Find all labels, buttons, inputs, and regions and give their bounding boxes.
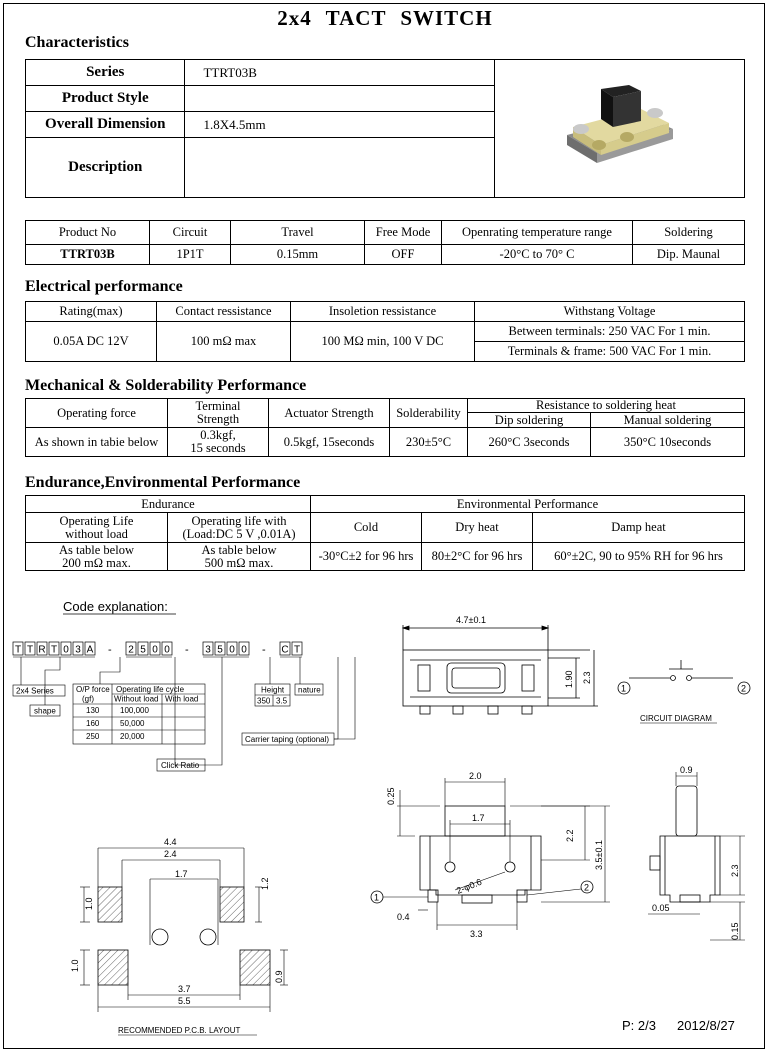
code-char: 0 — [63, 644, 69, 656]
product-header: Openrating temperature range — [442, 221, 633, 245]
code-char: 0 — [229, 644, 235, 656]
electrical-header: Rating(max) — [26, 302, 157, 322]
series-label: 2x4 Series — [16, 686, 54, 696]
with-load-header: With load — [165, 694, 199, 704]
code-char: R — [38, 644, 46, 656]
side-dim-005: 0.05 — [652, 903, 670, 913]
solderability-header: Solderability — [390, 399, 468, 428]
height-value-a: 350 — [257, 696, 271, 706]
dip-header: Dip soldering — [468, 413, 591, 428]
force-value: As shown in tabie below — [26, 428, 168, 457]
force-row: 50,000 — [120, 719, 145, 728]
front-dim-20: 2.0 — [469, 771, 482, 781]
front-dim-33: 3.3 — [470, 929, 483, 939]
code-char: 0 — [152, 644, 158, 656]
product-cell: TTRT03B — [26, 245, 150, 265]
code-chars — [13, 642, 302, 657]
life-cycle-header: Operating life cycle — [116, 685, 185, 694]
characteristics-heading: Characteristics — [25, 34, 129, 51]
endurance-heading: Endurance,Environmental Performance — [25, 474, 301, 491]
electrical-heading: Electrical performance — [25, 278, 183, 295]
dim-top-h1: 1.90 — [564, 670, 574, 688]
pcb-dim-44: 4.4 — [164, 837, 177, 847]
code-char: T — [14, 644, 22, 656]
page-number: P: 2/3 — [622, 1018, 656, 1033]
front-terminal-2: 2 — [584, 882, 590, 893]
dim-top-h2: 2.3 — [582, 671, 592, 684]
withstand-value-1: Between terminals: 250 VAC For 1 min. — [475, 322, 745, 342]
code-char: T — [293, 644, 301, 656]
damp-header: Damp heat — [533, 513, 745, 543]
code-char: 0 — [164, 644, 170, 656]
electrical-header: Contact ressistance — [157, 302, 291, 322]
pcb-label: RECOMMENDED P.C.B. LAYOUT — [118, 1026, 241, 1035]
page-title: 2x4 TACT SWITCH — [277, 6, 493, 30]
resistance-header: Resistance to soldering heat — [468, 399, 745, 413]
dip-value: 260°C 3seconds — [468, 428, 591, 457]
product-header: Soldering — [633, 221, 745, 245]
pcb-dim-10a: 1.0 — [84, 897, 94, 910]
force-row: 130 — [86, 706, 100, 715]
series-value: TTRT03B — [185, 60, 495, 86]
product-cell: 0.15mm — [231, 245, 365, 265]
force-row: 100,000 — [120, 706, 149, 715]
terminal-header: Terminal Strength — [168, 399, 269, 428]
product-header: Free Mode — [365, 221, 442, 245]
electrical-header: Insoletion ressistance — [291, 302, 475, 322]
without-load-header: Without load — [114, 694, 159, 704]
product-cell: 1P1T — [150, 245, 231, 265]
code-char: T — [50, 644, 58, 656]
pcb-dim-37: 3.7 — [178, 984, 191, 994]
description-label: Description — [26, 138, 185, 198]
product-header: Product No — [26, 221, 150, 245]
carrier-label: Carrier taping (optional) — [245, 735, 330, 744]
code-char: 3 — [205, 644, 211, 656]
force-header: Operating force — [26, 399, 168, 428]
front-dim-17: 1.7 — [472, 813, 485, 823]
side-dim-09: 0.9 — [680, 765, 693, 775]
cold-header: Cold — [311, 513, 422, 543]
product-cell: -20°C to 70° C — [442, 245, 633, 265]
circuit-terminal-2: 2 — [741, 683, 747, 694]
life-without-value: As table below 200 mΩ max. — [26, 543, 168, 571]
code-dash: - — [108, 644, 112, 656]
actuator-header: Actuator Strength — [269, 399, 390, 428]
pcb-dim-10b: 1.0 — [70, 959, 80, 972]
life-without-header: Operating Life without load — [26, 513, 168, 543]
circuit-terminal-1: 1 — [621, 683, 627, 694]
life-with-value: As table below 500 mΩ max. — [168, 543, 311, 571]
series-label: Series — [26, 60, 185, 86]
height-value-b: 3.5 — [276, 696, 288, 706]
solderability-value: 230±5°C — [390, 428, 468, 457]
product-cell: OFF — [365, 245, 442, 265]
product-header: Travel — [231, 221, 365, 245]
force-row: 20,000 — [120, 732, 145, 741]
side-dim-015: 0.15 — [730, 922, 740, 940]
rating-value: 0.05A DC 12V — [26, 322, 157, 362]
op-force-header: O/P force — [76, 685, 110, 694]
page-date: 2012/8/27 — [677, 1018, 735, 1033]
actuator-value: 0.5kgf, 15seconds — [269, 428, 390, 457]
manual-value: 350°C 10seconds — [591, 428, 745, 457]
manual-header: Manual soldering — [591, 413, 745, 428]
code-char: 0 — [241, 644, 247, 656]
shape-label: shape — [34, 706, 56, 716]
code-char: 5 — [140, 644, 146, 656]
environmental-header: Environmental Performance — [311, 496, 745, 513]
code-char: 5 — [217, 644, 223, 656]
dry-header: Dry heat — [422, 513, 533, 543]
product-cell: Dip. Maunal — [633, 245, 745, 265]
product-style-label: Product Style — [26, 86, 185, 112]
product-header: Circuit — [150, 221, 231, 245]
code-char: A — [86, 644, 94, 656]
nature-label: nature — [298, 685, 321, 695]
damp-value: 60°±2C, 90 to 95% RH for 96 hrs — [533, 543, 745, 571]
force-row: 160 — [86, 719, 100, 728]
front-dim-2phi: 2-φ0.6 — [455, 876, 484, 896]
cold-value: -30°C±2 for 96 hrs — [311, 543, 422, 571]
code-char: 2 — [128, 644, 134, 656]
circuit-label: CIRCUIT DIAGRAM — [640, 714, 712, 723]
pcb-dim-09: 0.9 — [274, 970, 284, 983]
side-dim-23: 2.3 — [730, 864, 740, 877]
endurance-header: Endurance — [26, 496, 311, 513]
op-force-unit: (gf) — [82, 694, 94, 704]
pcb-dim-24: 2.4 — [164, 849, 177, 859]
code-dash: - — [185, 644, 189, 656]
code-char: 3 — [75, 644, 81, 656]
pcb-dim-55: 5.5 — [178, 996, 191, 1006]
front-dim-025: 0.25 — [386, 787, 396, 805]
dry-value: 80±2°C for 96 hrs — [422, 543, 533, 571]
pcb-dim-12: 1.2 — [260, 877, 270, 890]
front-dim-04: 0.4 — [397, 912, 410, 922]
withstand-value-2: Terminals & frame: 500 VAC For 1 min. — [475, 342, 745, 362]
pcb-dim-17: 1.7 — [175, 869, 188, 879]
front-terminal-1: 1 — [374, 892, 380, 903]
force-row: 250 — [86, 732, 100, 741]
front-dim-22: 2.2 — [565, 829, 575, 842]
click-ratio-label: Click Ratio — [161, 761, 200, 770]
mechanical-heading: Mechanical & Solderability Performance — [25, 377, 307, 394]
dimension-value: 1.8X4.5mm — [185, 112, 495, 138]
insulation-value: 100 MΩ min, 100 V DC — [291, 322, 475, 362]
height-header: Height — [261, 685, 285, 695]
contact-value: 100 mΩ max — [157, 322, 291, 362]
front-dim-35: 3.5±0.1 — [594, 840, 604, 870]
electrical-header: Withstang Voltage — [475, 302, 745, 322]
code-heading: Code explanation: — [63, 599, 168, 614]
code-char: C — [281, 644, 289, 656]
code-char: T — [26, 644, 34, 656]
code-dash: - — [262, 644, 266, 656]
dimension-label: Overall Dimension — [26, 112, 185, 138]
life-with-header: Operating life with (Load:DC 5 V ,0.01A) — [168, 513, 311, 543]
terminal-value: 0.3kgf, 15 seconds — [168, 428, 269, 457]
dim-top-width: 4.7±0.1 — [456, 615, 486, 625]
